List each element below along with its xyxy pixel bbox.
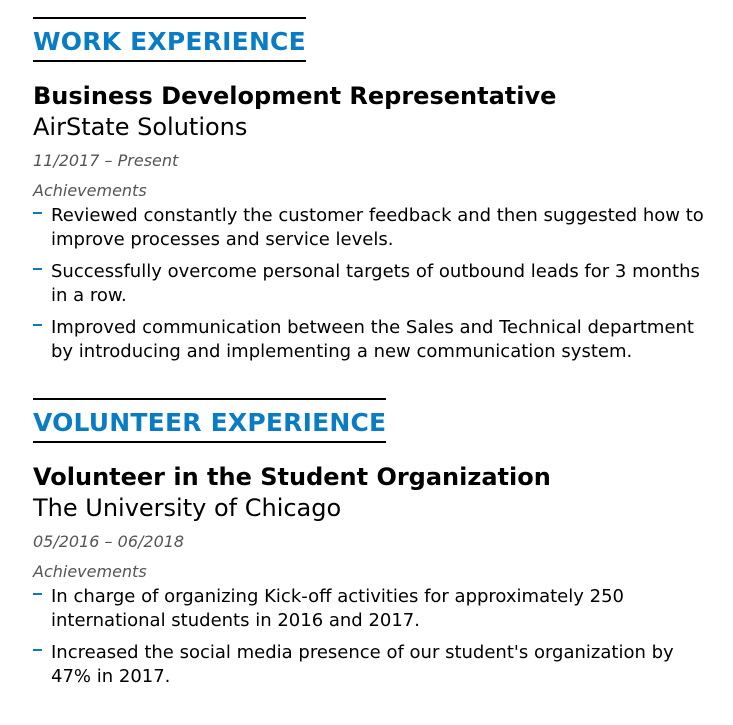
job-title: Business Development Representative [33, 82, 557, 110]
list-item [33, 316, 713, 364]
list-item [33, 641, 713, 689]
dash-bullet-icon [33, 649, 42, 651]
dash-bullet-icon [33, 593, 42, 595]
job-title: Volunteer in the Student Organization [33, 463, 551, 491]
list-item [33, 585, 713, 633]
achievements-label: Achievements [33, 181, 147, 200]
list-item [33, 260, 713, 308]
achievement-text: Successfully overcome personal targets of outbound leads for 3 months in a row. [51, 261, 700, 306]
volunteer-experience-heading: VOLUNTEER EXPERIENCE [33, 408, 387, 437]
achievements-list [33, 585, 713, 689]
achievements-list [33, 204, 713, 364]
section-heading [33, 17, 306, 62]
work-experience-section [33, 17, 713, 364]
resume-page [33, 17, 713, 697]
dash-bullet-icon [33, 324, 42, 326]
achievement-text: In charge of organizing Kick-off activities for approximately 250 international students in 2016 and 2017. [51, 586, 624, 631]
achievement-text: Reviewed constantly the customer feedback and then suggested how to improve processes and service levels. [51, 205, 704, 250]
section-spacer [33, 372, 713, 398]
volunteer-experience-section [33, 398, 713, 689]
organization-name: The University of Chicago [33, 494, 342, 522]
achievements-label: Achievements [33, 562, 147, 581]
work-experience-heading: WORK EXPERIENCE [33, 27, 306, 56]
employment-dates: 11/2017 – Present [33, 151, 179, 170]
company-name: AirState Solutions [33, 113, 248, 141]
section-heading [33, 398, 386, 443]
achievement-text: Improved communication between the Sales and Technical department by introducing and implementing a new communication system. [51, 317, 694, 362]
dash-bullet-icon [33, 212, 42, 214]
dash-bullet-icon [33, 268, 42, 270]
list-item [33, 204, 713, 252]
achievement-text: Increased the social media presence of our student's organization by 47% in 2017. [51, 642, 674, 687]
volunteer-dates: 05/2016 – 06/2018 [33, 532, 185, 551]
